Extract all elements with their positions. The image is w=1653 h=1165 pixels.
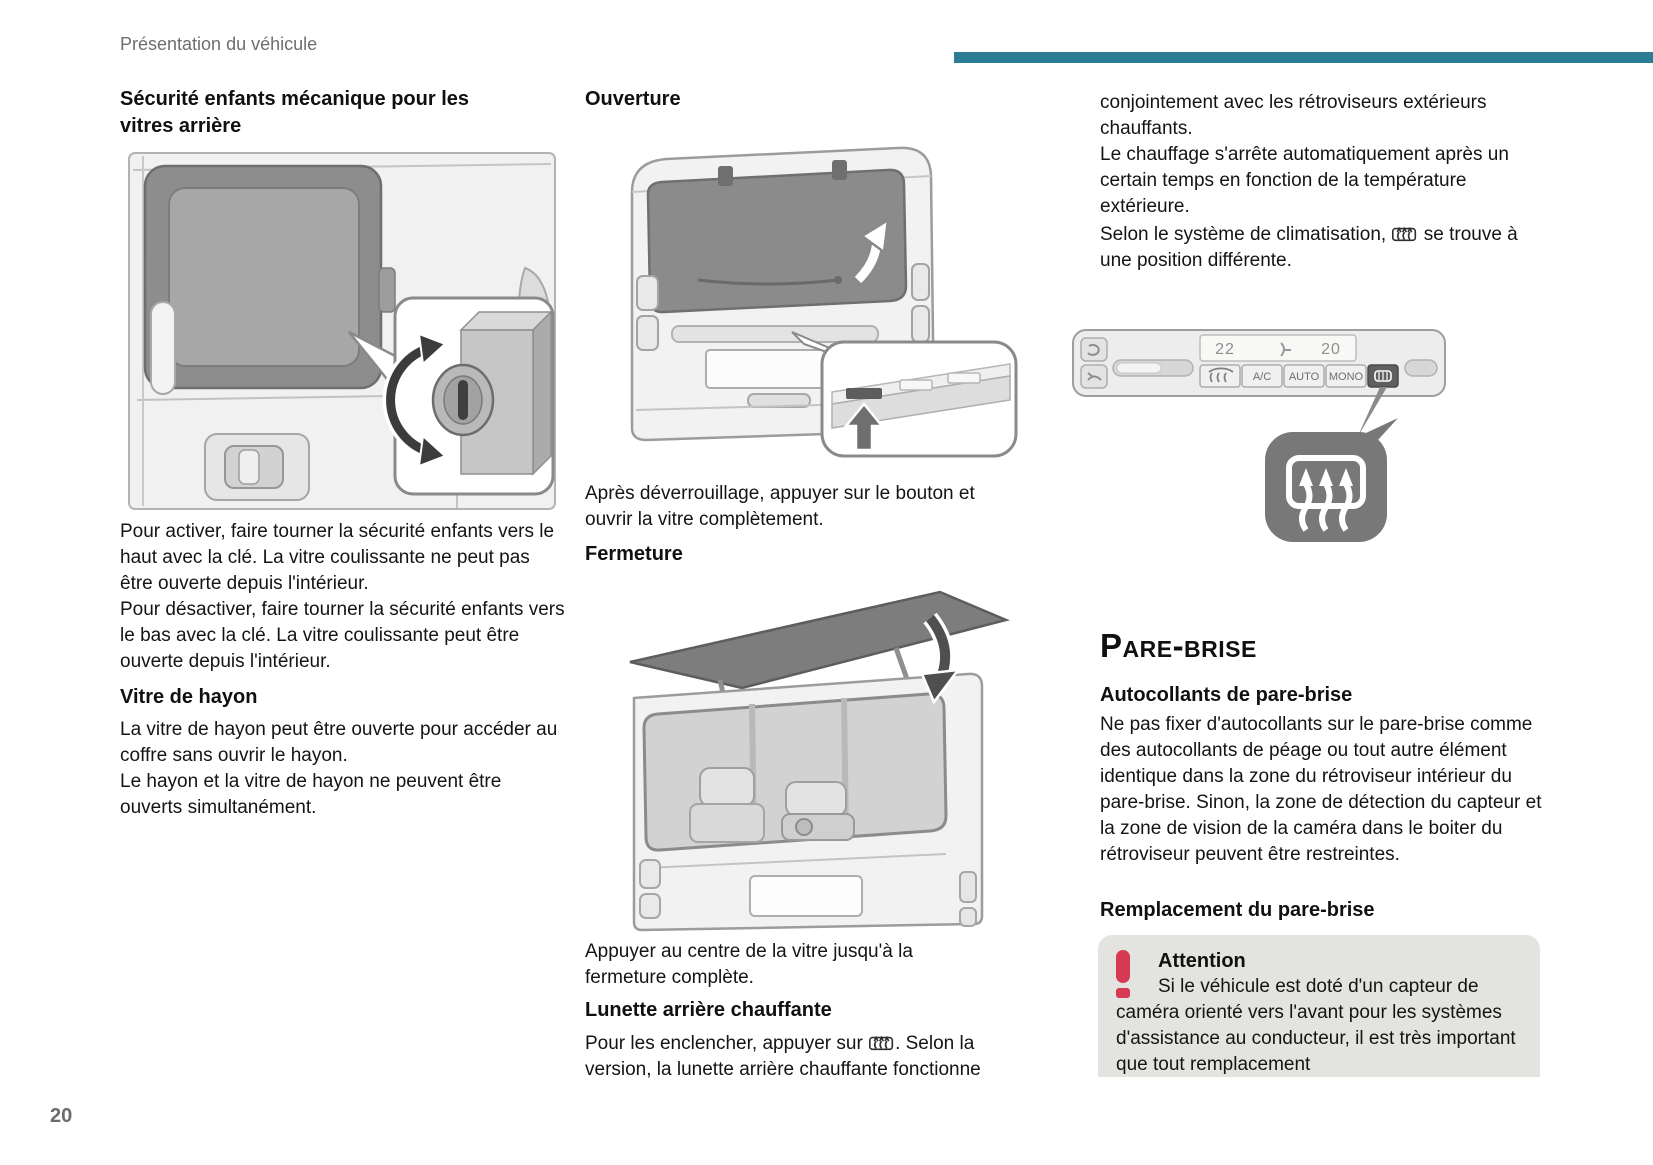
paragraph-tailgate-window bbox=[120, 717, 565, 821]
illustration-climate-panel bbox=[1053, 320, 1503, 560]
paragraph-heating-info bbox=[1100, 90, 1545, 220]
text-tailgate-1: La vitre de hayon peut être ouverte pour accéder au coffre sans ouvrir le hayon. bbox=[120, 719, 558, 766]
illustration-child-lock bbox=[127, 150, 557, 517]
text-heating-2: Le chauffage s'arrête automatiquement après un certain temps en fonction de la température extérieure. bbox=[1100, 144, 1509, 217]
warning-exclamation-icon bbox=[1116, 950, 1146, 1000]
mono-button-label: MONO bbox=[1328, 371, 1364, 383]
heading-open: Ouverture bbox=[585, 88, 681, 110]
temperature-slider-right bbox=[1405, 360, 1437, 376]
page-number: 20 bbox=[50, 1105, 73, 1127]
illustration-window-opening bbox=[600, 128, 1020, 465]
sliding-window-glass bbox=[169, 188, 359, 366]
heated-rear-window-icon bbox=[868, 1031, 895, 1057]
license-plate-recess bbox=[706, 350, 834, 388]
heading-replacement: Remplacement du pare-brise bbox=[1100, 899, 1375, 921]
heading-tailgate-window: Vitre de hayon bbox=[120, 686, 258, 708]
headrest bbox=[700, 768, 754, 806]
paragraph-climate-position bbox=[1100, 222, 1545, 274]
section-title-windscreen: Pare-brise bbox=[1100, 627, 1257, 664]
text-heated-prefix: Pour les enclencher, appuyer sur bbox=[585, 1033, 869, 1054]
license-plate-recess bbox=[750, 876, 862, 916]
header-accent-bar bbox=[954, 52, 1653, 63]
page-header-title: Présentation du véhicule bbox=[120, 34, 318, 54]
paragraph-open: Après déverrouillage, appuyer sur le bouton et ouvrir la vitre complètement. bbox=[585, 483, 975, 530]
display-temp-right: 20 bbox=[1321, 341, 1341, 358]
paragraph-child-lock bbox=[120, 519, 565, 675]
warning-box bbox=[1098, 935, 1540, 1077]
text-climate-prefix: Selon le système de climatisation, bbox=[1100, 224, 1392, 245]
ac-button-label: A/C bbox=[1252, 371, 1272, 383]
text-heating-1: conjointement avec les rétroviseurs extérieurs chauffants. bbox=[1100, 92, 1487, 139]
text-tailgate-2: Le hayon et la vitre de hayon ne peuvent être ouverts simultanément. bbox=[120, 771, 502, 818]
heading-child-lock: Sécurité enfants mécanique pour les vitres arrière bbox=[120, 88, 469, 137]
heading-stickers: Autocollants de pare-brise bbox=[1100, 684, 1353, 706]
warning-title: Attention bbox=[1158, 950, 1246, 972]
release-button bbox=[846, 388, 882, 399]
display-temp-left: 22 bbox=[1215, 341, 1235, 358]
text-heated-suffix: . Selon la version, la lunette arrière chauffante fonctionne bbox=[585, 1033, 981, 1080]
text-deactivate: Pour désactiver, faire tourner la sécurité enfants vers le bas avec la clé. La vitre coulissante peut être ouverte depuis l'intérieur. bbox=[120, 599, 565, 672]
warning-text: Si le véhicule est doté d'un capteur de caméra orienté vers l'avant pour les systèmes d'assistance au conducteur, il est très important que tout remplacement bbox=[1116, 976, 1516, 1075]
headrest bbox=[786, 782, 846, 816]
paragraph-close: Appuyer au centre de la vitre jusqu'à la fermeture complète. bbox=[585, 941, 913, 988]
heated-rear-window-icon bbox=[1391, 222, 1418, 248]
text-activate: Pour activer, faire tourner la sécurité enfants vers le haut avec la clé. La vitre coulissante ne peut pas être ouverte depuis l'intérieur. bbox=[120, 521, 555, 594]
paragraph-heated-window bbox=[585, 1031, 1030, 1083]
heading-close: Fermeture bbox=[585, 543, 683, 565]
auto-button-label: AUTO bbox=[1288, 371, 1320, 383]
text-climate-suffix: se trouve à une position différente. bbox=[1100, 224, 1518, 271]
illustration-window-closing bbox=[600, 576, 1010, 938]
paragraph-stickers: Ne pas fixer d'autocollants sur le pare-brise comme des autocollants de péage ou tout autre élément identique dans la zone du rétroviseur intérieur du pare-brise. Sinon, la zone de détection du capteur et la zone de vision de la caméra dans le boiter du rétroviseur peuvent être restreintes. bbox=[1100, 714, 1542, 865]
key-slot bbox=[458, 380, 468, 420]
heading-heated-window: Lunette arrière chauffante bbox=[585, 999, 832, 1021]
